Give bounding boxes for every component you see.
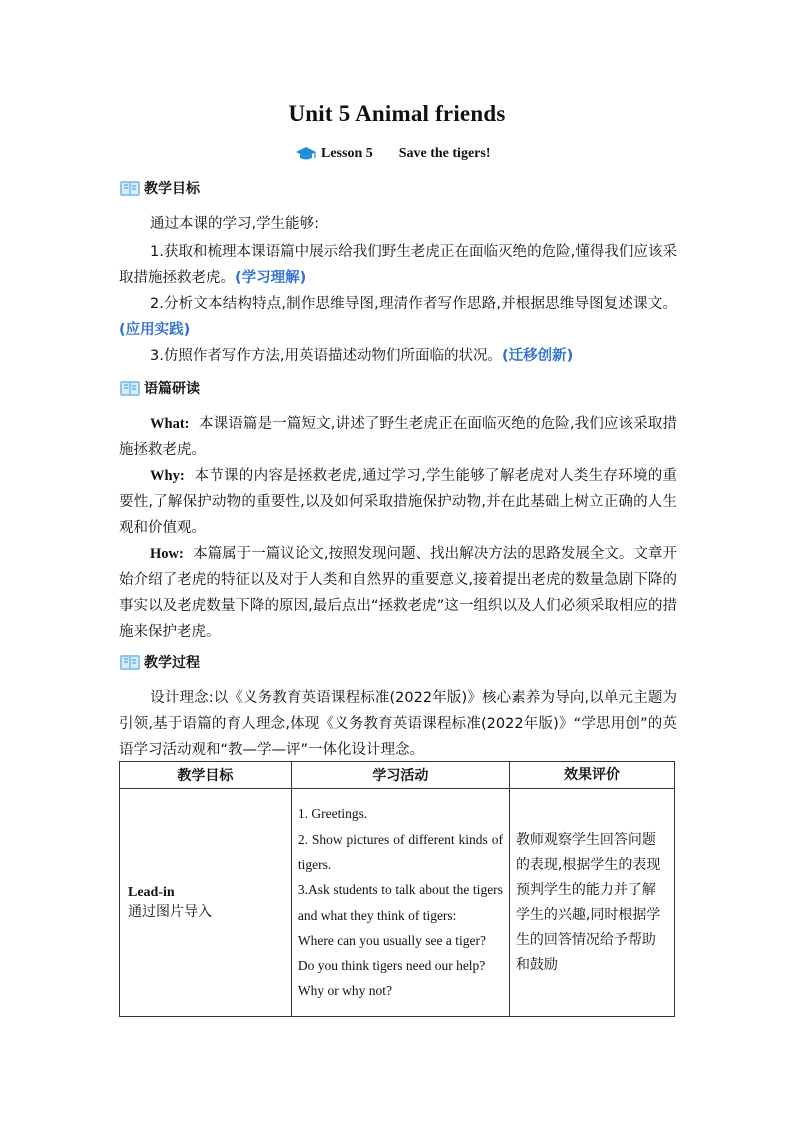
reading-what: What: 本课语篇是一篇短文,讲述了野生老虎正在面临灭绝的危险,我们应该采取措施拯救老虎。 — [119, 416, 678, 458]
reading-how: How: 本篇属于一篇议论文,按照发现问题、找出解决方法的思路发展全文。文章开始介绍了老虎的特征以及对于人类和自然界的重要意义,接着提出老虎的数量急剧下降的事实以及老虎数量下降的原因,最后点出“拯救老虎”这一组织以及人们必须采取相应的措施来保护老虎。 — [119, 546, 677, 640]
section-heading-goals — [119, 178, 200, 198]
section-heading-reading — [119, 378, 200, 398]
header-activity: 学习活动 — [291, 762, 509, 789]
lesson-number: Lesson 5 — [321, 146, 373, 161]
header-evaluation: 效果评价 — [509, 762, 674, 789]
lesson-plan-table — [119, 761, 675, 1017]
lesson-heading — [295, 146, 491, 162]
process-heading-text: 教学过程 — [144, 655, 200, 671]
table-row — [120, 789, 675, 1017]
activity-line: 3.Ask students to talk about the tigers and what they think of tigers: — [297, 882, 503, 923]
goal-cn: 通过图片导入 — [128, 903, 212, 920]
reading-heading-text: 语篇研读 — [144, 381, 200, 397]
activity-cell — [291, 789, 509, 1017]
goal-item-2: 2.分析文本结构特点,制作思维导图,理清作者写作思路,并根据思维导图复述课文。(应用实践) — [119, 296, 677, 338]
book-icon — [119, 379, 141, 397]
goal-item-3: 3.仿照作者写作方法,用英语描述动物们所面临的状况。(迁移创新) — [150, 348, 574, 364]
activity-line: 2. Show pictures of different kinds of tigers. — [297, 831, 503, 872]
goal-item-1: 1.获取和梳理本课语篇中展示给我们野生老虎正在面临灭绝的危险,懂得我们应该采取措施拯救老虎。(学习理解) — [119, 244, 677, 286]
goals-heading-text: 教学目标 — [144, 181, 200, 197]
section-heading-process — [119, 652, 200, 672]
goal-cell — [120, 789, 292, 1017]
activity-line: Where can you usually see a tiger? — [297, 932, 487, 948]
activity-line: 1. Greetings. — [297, 806, 368, 822]
book-icon — [119, 653, 141, 671]
header-goal: 教学目标 — [120, 762, 292, 789]
table-header-row — [120, 762, 675, 789]
design-concept: 设计理念:以《义务教育英语课程标准(2022年版)》核心素养为导向,以单元主题为引领,基于语篇的育人理念,体现《义务教育英语课程标准(2022年版)》“学思用创”的英语学习活动观和“教—学—评”一体化设计理念。 — [119, 690, 677, 758]
lesson-name: Save the tigers! — [398, 146, 491, 161]
goal-en: Lead-in — [128, 884, 175, 900]
goals-intro: 通过本课的学习,学生能够: — [150, 216, 319, 232]
reading-why: Why: 本节课的内容是拯救老虎,通过学习,学生能够了解老虎对人类生存环境的重要性,了解保护动物的重要性,以及如何采取措施保护动物,并在此基础上树立正确的人生观和价值观。 — [119, 468, 678, 536]
book-icon — [119, 179, 141, 197]
unit-title: Unit 5 Animal friends — [288, 101, 506, 126]
activity-line: Do you think tigers need our help? — [297, 958, 486, 974]
graduation-cap-icon — [295, 146, 317, 162]
evaluation-cell: 教师观察学生回答问题的表现,根据学生的表现预判学生的能力并了解学生的兴趣,同时根据学生的回答情况给予帮助和鼓励 — [509, 789, 674, 1017]
activity-line: Why or why not? — [297, 983, 392, 999]
